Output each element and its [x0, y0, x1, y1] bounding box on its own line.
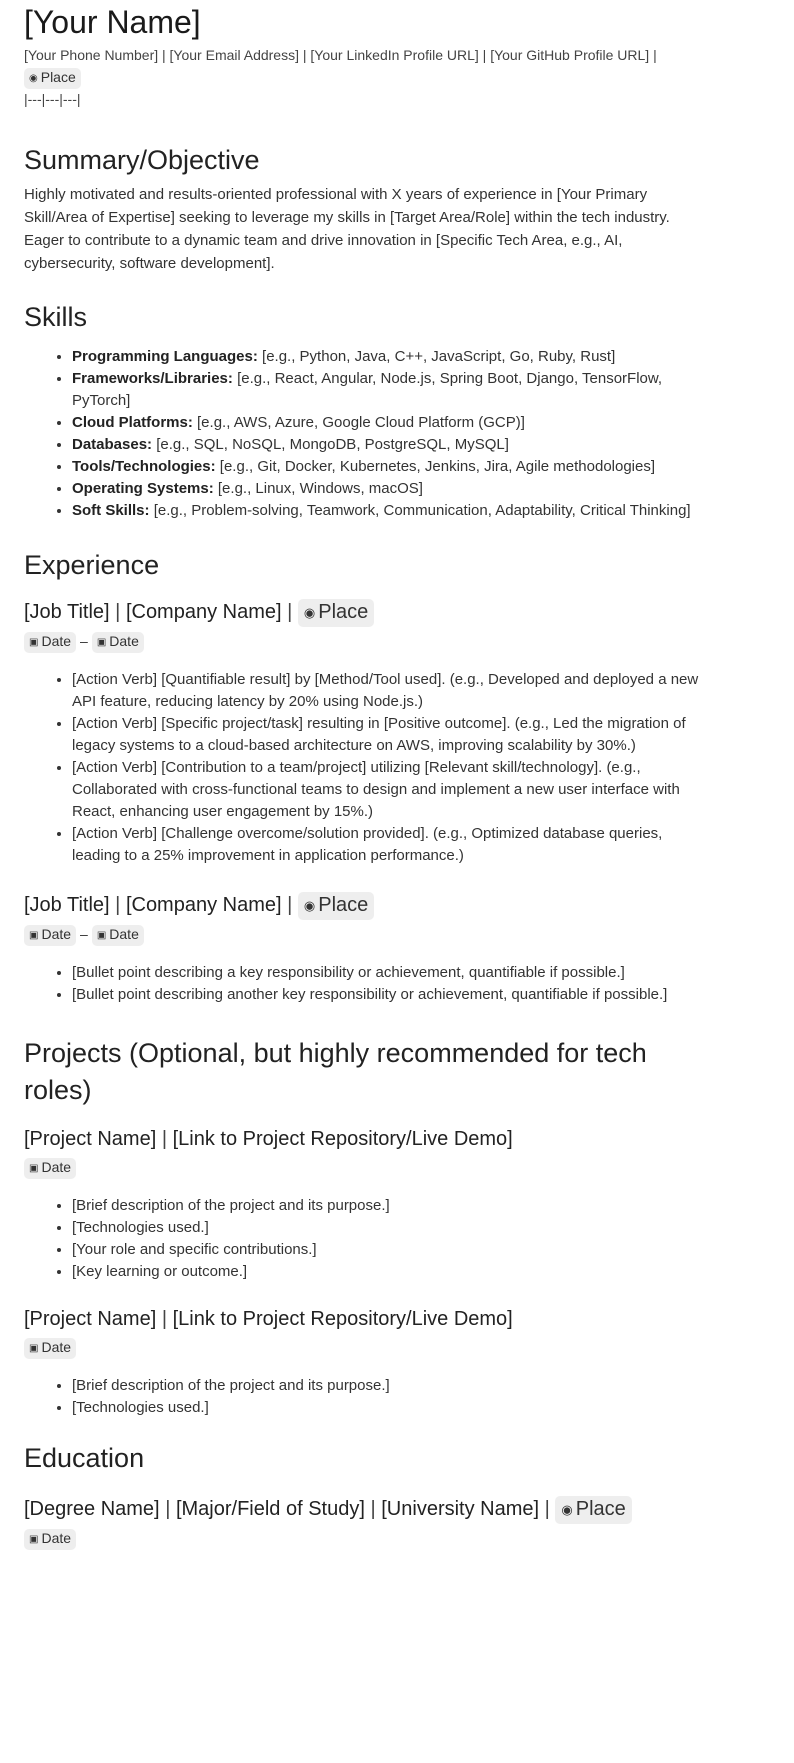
skill-value: [e.g., Linux, Windows, macOS]: [217, 480, 423, 497]
skill-label: Frameworks/Libraries:: [72, 370, 233, 387]
major-name: [Major/Field of Study]: [175, 1498, 365, 1520]
list-item: [72, 434, 704, 456]
skill-value: [e.g., AWS, Azure, Google Cloud Platform (GCP)]: [197, 414, 525, 431]
place-label: Place: [318, 601, 369, 623]
project-name: [Project Name]: [24, 1308, 157, 1330]
contact-line: [24, 44, 704, 109]
date-label: Date: [41, 1530, 72, 1546]
separator: |: [482, 47, 491, 63]
skill-label: Tools/Technologies:: [72, 458, 216, 475]
pin-icon: ◉: [303, 605, 316, 620]
date-label: Date: [41, 1339, 72, 1355]
date-range: [24, 925, 704, 946]
calendar-icon: ▣: [96, 637, 107, 648]
list-item: [72, 368, 704, 412]
separator: |: [165, 1498, 176, 1520]
date-label: Date: [41, 1159, 72, 1175]
contact-phone: [Your Phone Number]: [24, 47, 159, 63]
list-item: • [Action Verb] [Quantifiable result] by [Method/Tool used]. (e.g., Developed and deployed a new API feature, reducing latency by 20% using Node.js.): [72, 669, 704, 713]
skills-list: [24, 346, 704, 522]
list-item: [72, 456, 704, 478]
separator: |: [653, 47, 657, 63]
list-item: [72, 346, 704, 368]
date-range: [24, 632, 704, 653]
separator: |: [544, 1498, 556, 1520]
separator: |: [115, 894, 126, 916]
list-item: • [Bullet point describing a key responsibility or achievement, quantifiable if possible.]: [72, 962, 704, 984]
company-name: [Company Name]: [125, 894, 282, 916]
calendar-icon: ▣: [29, 1163, 39, 1174]
skill-value: [e.g., React, Angular, Node.js, Spring Boot, Django, TensorFlow, PyTorch]: [72, 370, 663, 409]
list-item: • [Bullet point describing another key responsibility or achievement, quantifiable if possible.]: [72, 984, 704, 1006]
date-chip[interactable]: [24, 925, 76, 946]
table-separator: |---|---|---|: [24, 91, 81, 107]
skill-value: [e.g., Problem-solving, Teamwork, Communication, Adaptability, Critical Thinking]: [153, 502, 691, 519]
pin-icon: ◉: [561, 1502, 573, 1517]
list-item: [72, 412, 704, 434]
place-label: Place: [575, 1498, 626, 1520]
job-bullets: [24, 962, 704, 1006]
date-range: [24, 1338, 704, 1359]
calendar-icon: ▣: [96, 930, 107, 941]
university-name: [University Name]: [381, 1498, 540, 1520]
list-item: • [Brief description of the project and its purpose.]: [72, 1375, 704, 1397]
separator: |: [162, 47, 170, 63]
job-title: [Job Title]: [24, 894, 110, 916]
projects-heading: Projects (Optional, but highly recommended for tech roles): [24, 1038, 647, 1105]
list-item: • [Action Verb] [Contribution to a team/project] utilizing [Relevant skill/technology]. (e.g., Collaborated with cross-functional teams to design and implement a new user interface with React, enhancing user engagement by 15%.): [72, 757, 704, 823]
project-title-line: [24, 1305, 704, 1333]
date-chip[interactable]: [24, 632, 76, 653]
pin-icon: ◉: [29, 73, 38, 84]
list-item: • [Brief description of the project and its purpose.]: [72, 1195, 704, 1217]
calendar-icon: ▣: [29, 1343, 39, 1354]
skills-heading: Skills: [24, 302, 88, 332]
place-chip[interactable]: [24, 68, 81, 89]
date-chip[interactable]: [92, 632, 144, 653]
company-name: [Company Name]: [125, 601, 282, 623]
date-dash: –: [80, 926, 88, 942]
date-chip[interactable]: [24, 1529, 76, 1550]
date-label: Date: [109, 926, 139, 942]
date-label: Date: [41, 926, 72, 942]
skill-label: Operating Systems:: [72, 480, 214, 497]
experience-heading: Experience: [24, 550, 160, 580]
date-range: [24, 1529, 704, 1550]
list-item: [72, 478, 704, 500]
separator: |: [370, 1498, 382, 1520]
contact-github: [Your GitHub Profile URL]: [490, 47, 650, 63]
skill-label: Databases:: [72, 436, 153, 453]
project-bullets: [24, 1195, 704, 1283]
separator: |: [161, 1128, 173, 1150]
skill-value: [e.g., Git, Docker, Kubernetes, Jenkins, Jira, Agile methodologies]: [219, 458, 656, 475]
project-name: [Project Name]: [24, 1128, 157, 1150]
degree-name: [Degree Name]: [24, 1498, 160, 1520]
project-link: [Link to Project Repository/Live Demo]: [172, 1128, 513, 1150]
separator: |: [287, 601, 298, 623]
list-item: • [Action Verb] [Specific project/task] resulting in [Positive outcome]. (e.g., Led the migration of legacy systems to a cloud-based architecture on AWS, improving scalability by 30%.): [72, 713, 704, 757]
project-bullets: [24, 1375, 704, 1419]
pin-icon: ◉: [303, 898, 316, 913]
job-bullets: [24, 669, 704, 867]
job-title-line: [24, 891, 704, 920]
place-label: Place: [318, 894, 369, 916]
skill-value: [e.g., SQL, NoSQL, MongoDB, PostgreSQL, MySQL]: [156, 436, 509, 453]
list-item: [72, 500, 704, 522]
place-chip[interactable]: [555, 1496, 631, 1524]
list-item: • [Action Verb] [Challenge overcome/solution provided]. (e.g., Optimized database queries, leading to a 25% improvement in application performance.): [72, 823, 704, 867]
date-chip[interactable]: [24, 1338, 76, 1359]
skill-label: Soft Skills:: [72, 502, 150, 519]
summary-heading: Summary/Objective: [24, 145, 260, 175]
place-chip[interactable]: [298, 599, 374, 627]
contact-email: [Your Email Address]: [169, 47, 299, 63]
resume-name: [Your Name]: [24, 4, 201, 40]
job-title: [Job Title]: [24, 601, 110, 623]
place-label: Place: [40, 69, 76, 85]
contact-linkedin: [Your LinkedIn Profile URL]: [310, 47, 479, 63]
skill-label: Programming Languages:: [72, 348, 258, 365]
date-dash: –: [80, 633, 88, 649]
separator: |: [287, 894, 298, 916]
education-title-line: [24, 1495, 704, 1524]
place-chip[interactable]: [298, 892, 374, 920]
date-chip[interactable]: [92, 925, 144, 946]
list-item: • [Key learning or outcome.]: [72, 1261, 704, 1283]
calendar-icon: ▣: [29, 930, 39, 941]
summary-text[interactable]: Highly motivated and results-oriented professional with X years of experience in [Your Primary Skill/Area of Expertise] seeking to leverage my skills in [Target Area/Role] within the tech industry. Eager to contribute to a dynamic team and drive innovation in [Specific Tech Area, e.g., AI, cybersecurity, software development].: [24, 186, 670, 272]
skill-value: [e.g., Python, Java, C++, JavaScript, Go, Ruby, Rust]: [262, 348, 616, 365]
calendar-icon: ▣: [29, 637, 39, 648]
date-label: Date: [41, 633, 72, 649]
list-item: • [Technologies used.]: [72, 1217, 704, 1239]
date-chip[interactable]: [24, 1158, 76, 1179]
skill-label: Cloud Platforms:: [72, 414, 193, 431]
separator: |: [115, 601, 126, 623]
list-item: • [Technologies used.]: [72, 1397, 704, 1419]
calendar-icon: ▣: [29, 1534, 39, 1545]
education-heading: Education: [24, 1443, 145, 1473]
project-link: [Link to Project Repository/Live Demo]: [172, 1308, 513, 1330]
separator: |: [302, 47, 311, 63]
separator: |: [161, 1308, 173, 1330]
date-label: Date: [109, 633, 139, 649]
date-range: [24, 1158, 704, 1179]
list-item: • [Your role and specific contributions.]: [72, 1239, 704, 1261]
job-title-line: [24, 598, 704, 627]
project-title-line: [24, 1125, 704, 1153]
